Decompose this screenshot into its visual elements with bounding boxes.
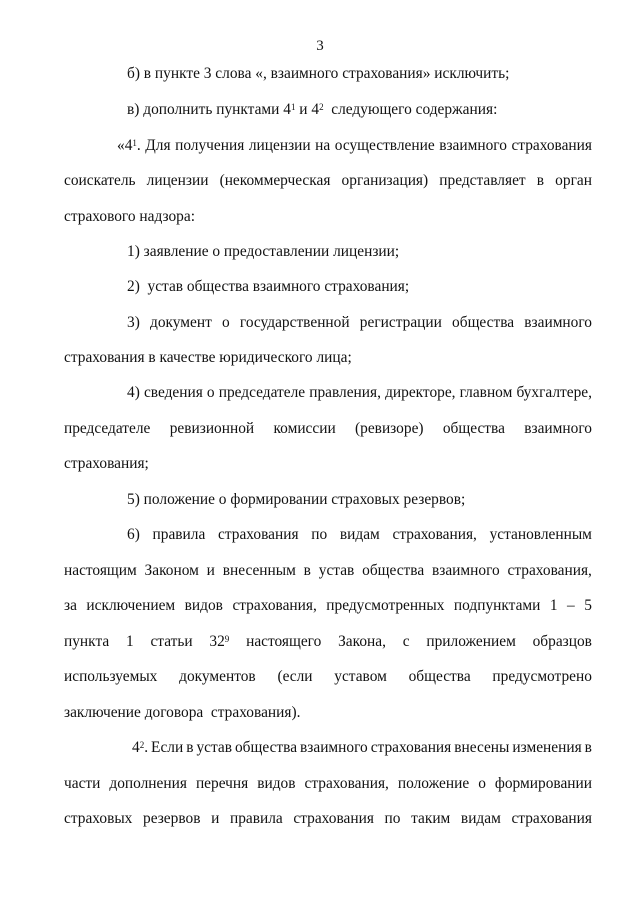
text-line <box>127 383 592 403</box>
word: 1 <box>125 633 134 650</box>
word: страховых <box>64 810 133 827</box>
word: настоящим <box>64 562 137 579</box>
word: по <box>311 526 328 543</box>
word: на <box>315 137 331 154</box>
text-line <box>64 171 592 191</box>
word: государственной <box>239 314 350 331</box>
word: страхования <box>293 810 374 827</box>
word: в <box>536 172 545 189</box>
word: таким <box>411 810 451 827</box>
word: устав <box>318 562 355 579</box>
word: в <box>584 739 592 756</box>
word: внесены <box>454 739 510 756</box>
word: взаимного <box>524 314 592 331</box>
word: видам <box>339 526 380 543</box>
word: с <box>402 633 410 650</box>
word: образцов <box>532 633 592 650</box>
word: резервов <box>143 810 201 827</box>
word: взаимного <box>300 739 368 756</box>
word: о <box>478 775 486 792</box>
word: бухгалтере, <box>516 384 592 401</box>
word: взаимного <box>431 562 500 579</box>
word: о <box>222 314 230 331</box>
word: установленным <box>489 526 592 543</box>
word: страхования, <box>304 775 389 792</box>
text-line <box>64 561 592 581</box>
word: уставом <box>334 668 387 685</box>
text-line <box>127 313 592 333</box>
word: комиссии <box>273 420 336 437</box>
word: лицензии <box>146 172 209 189</box>
word: устав <box>196 739 232 756</box>
word: главном <box>459 384 513 401</box>
word: правления, <box>309 384 381 401</box>
word: за <box>64 597 77 614</box>
word: регистрации <box>359 314 442 331</box>
text-line: 1) заявление о предоставлении лицензии; <box>127 243 400 260</box>
word: пункта <box>64 633 110 650</box>
text-line <box>64 809 592 829</box>
word: подпунктами <box>453 597 541 614</box>
word: организация) <box>341 172 429 189</box>
word: настоящего <box>246 633 322 650</box>
word: $32^9$ <box>209 633 230 650</box>
word: 3) <box>127 314 140 331</box>
text-line <box>64 596 592 616</box>
text-line: в) дополнить пунктами $4^1$ и $4^2$ следующего содержания: <box>127 101 498 118</box>
text-line: б) в пункте 3 слова «, взаимного страхования» исключить; <box>127 65 510 82</box>
word: перечня <box>195 775 249 792</box>
word: видам <box>460 810 501 827</box>
word: орган <box>555 172 592 189</box>
word: исключением <box>86 597 176 614</box>
word: о <box>206 384 215 401</box>
word: Законом <box>144 562 199 579</box>
text-line <box>64 632 592 652</box>
word: страхования <box>218 526 299 543</box>
word: взаимного <box>524 420 592 437</box>
word: части <box>64 775 101 792</box>
word: формировании <box>494 775 592 792</box>
word: внесенным <box>222 562 296 579</box>
text-line: страхования; <box>64 455 149 472</box>
word: и <box>211 810 220 827</box>
word: видов <box>184 597 223 614</box>
word: взаимного <box>439 137 507 154</box>
word: дополнения <box>109 775 187 792</box>
word: в <box>186 739 194 756</box>
word: страхования <box>511 810 592 827</box>
word: предусмотренных <box>326 597 445 614</box>
word: – <box>567 597 575 614</box>
word: 5 <box>584 597 592 614</box>
word: предусмотрено <box>492 668 592 685</box>
text-line: 5) положение о формировании страховых резервов; <box>127 491 466 508</box>
word: используемых <box>64 668 158 685</box>
word: $4^2$. <box>132 739 149 756</box>
word: представляет <box>439 172 526 189</box>
word: приложением <box>426 633 516 650</box>
word: Закона, <box>338 633 386 650</box>
word: 4) <box>127 384 140 401</box>
word: документов <box>179 668 256 685</box>
word: осуществление <box>334 137 435 154</box>
word: (некоммерческая <box>219 172 331 189</box>
word: Для <box>145 137 171 154</box>
word: общества <box>452 314 515 331</box>
word: общества <box>442 420 505 437</box>
word: страхования <box>370 739 452 756</box>
word: ревизионной <box>169 420 255 437</box>
word: правила <box>152 526 206 543</box>
word: статьи <box>150 633 193 650</box>
word: «$4^1$. <box>117 137 141 154</box>
word: страхования, <box>232 597 317 614</box>
text-line <box>132 738 592 758</box>
text-line <box>64 419 592 439</box>
word: общества <box>408 668 471 685</box>
word: (если <box>277 668 313 685</box>
text-line <box>64 667 592 687</box>
text-line: 2) устав общества взаимного страхования; <box>127 278 410 295</box>
superscript: 2 <box>319 102 324 112</box>
word: соискатель <box>64 172 136 189</box>
text-line: страхования в качестве юридического лица; <box>64 349 352 366</box>
word: получения <box>175 137 245 154</box>
word: общества <box>234 739 298 756</box>
word: по <box>384 810 401 827</box>
text-line <box>127 525 592 545</box>
text-line: заключение договора страхования). <box>64 704 301 721</box>
word: страхования, <box>507 562 592 579</box>
word: председателе <box>218 384 306 401</box>
word: лицензии <box>248 137 311 154</box>
word: директоре, <box>385 384 456 401</box>
word: страхования <box>511 137 592 154</box>
word: в <box>303 562 311 579</box>
word: 1 <box>549 597 558 614</box>
page-number: 3 <box>316 38 324 54</box>
word: положение <box>397 775 470 792</box>
word: 6) <box>127 526 140 543</box>
word: правила <box>229 810 283 827</box>
word: страхования, <box>392 526 477 543</box>
superscript: 1 <box>290 102 296 112</box>
text-line: страхового надзора: <box>64 208 195 225</box>
word: (ревизоре) <box>355 420 424 437</box>
word: видов <box>257 775 296 792</box>
word: изменения <box>512 739 582 756</box>
word: и <box>206 562 215 579</box>
word: сведения <box>143 384 203 401</box>
word: общества <box>362 562 425 579</box>
word: председателе <box>64 420 151 437</box>
text-line <box>64 774 592 794</box>
text-line <box>117 136 592 156</box>
word: Если <box>151 739 184 756</box>
word: документ <box>150 314 212 331</box>
